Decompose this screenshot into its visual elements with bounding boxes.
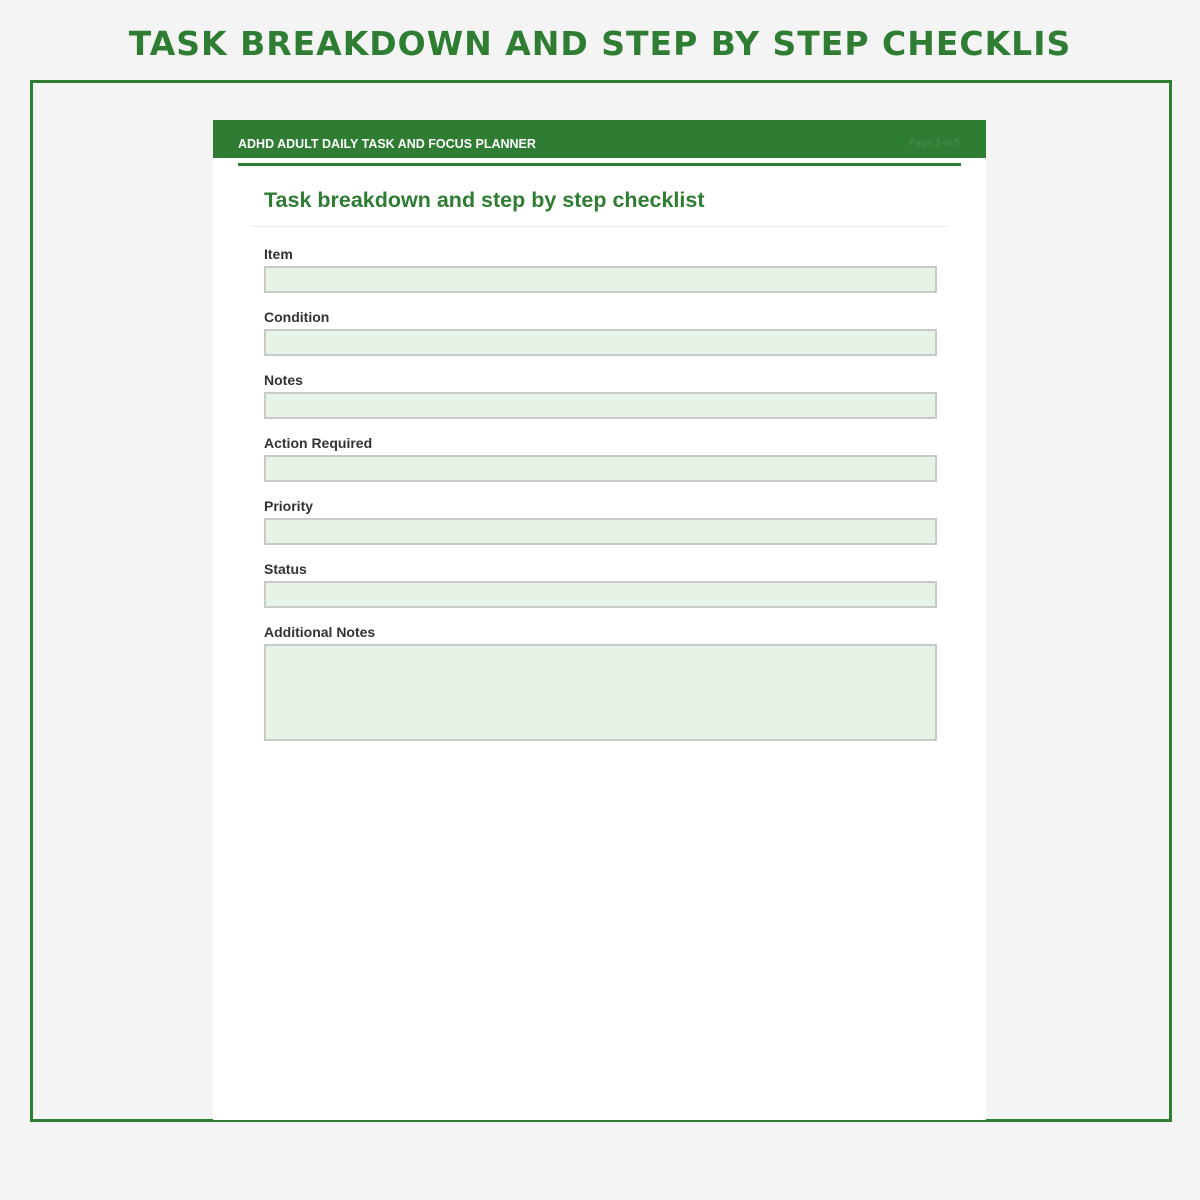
notes-label: Notes	[264, 372, 303, 388]
notes-input[interactable]	[264, 392, 937, 419]
planner-title: ADHD ADULT DAILY TASK AND FOCUS PLANNER	[238, 137, 536, 151]
priority-label: Priority	[264, 498, 314, 514]
action-required-field-group	[264, 435, 937, 482]
item-label: Item	[264, 246, 293, 262]
banner-title: TASK BREAKDOWN AND STEP BY STEP CHECKLIS	[128, 24, 1072, 63]
page-header	[213, 120, 986, 158]
condition-label: Condition	[264, 309, 330, 325]
status-field-group	[264, 561, 937, 608]
status-input[interactable]	[264, 581, 937, 608]
condition-input[interactable]	[264, 329, 937, 356]
additional-notes-textarea[interactable]	[264, 644, 937, 741]
priority-field-group	[264, 498, 937, 545]
planner-page	[213, 120, 986, 1120]
page-number: Page 3 of 5	[908, 138, 960, 149]
action-required-input[interactable]	[264, 455, 937, 482]
priority-input[interactable]	[264, 518, 937, 545]
condition-field-group	[264, 309, 937, 356]
additional-notes-label: Additional Notes	[264, 624, 376, 640]
title-divider	[251, 226, 948, 227]
action-required-label: Action Required	[264, 435, 373, 451]
item-field-group	[264, 246, 937, 293]
header-divider	[238, 163, 961, 166]
additional-notes-field-group	[264, 624, 937, 741]
section-title: Task breakdown and step by step checklist	[264, 188, 705, 212]
status-label: Status	[264, 561, 307, 577]
notes-field-group	[264, 372, 937, 419]
item-input[interactable]	[264, 266, 937, 293]
